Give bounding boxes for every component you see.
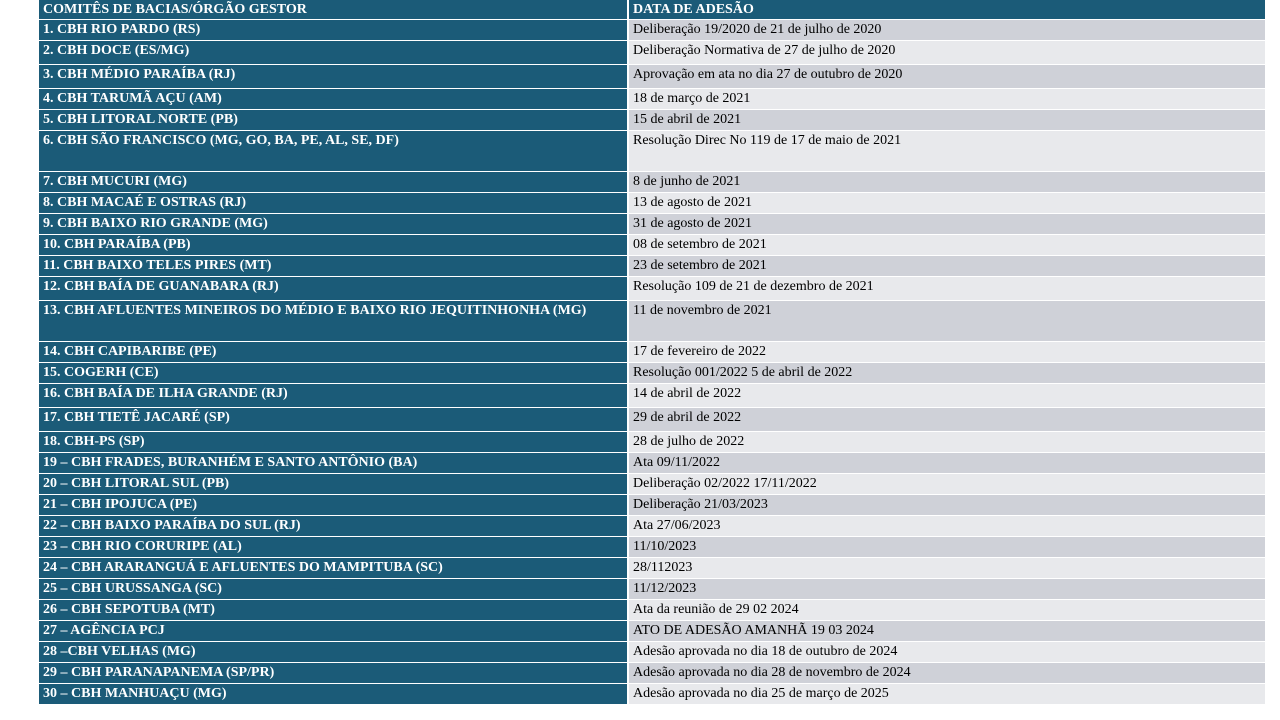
table-row bbox=[38, 131, 1266, 172]
table-row bbox=[38, 277, 1266, 301]
adhesion-date-cell: 11/12/2023 bbox=[628, 579, 1266, 600]
committee-name-cell: 28 –CBH VELHAS (MG) bbox=[38, 642, 628, 663]
adhesion-date-cell: 31 de agosto de 2021 bbox=[628, 214, 1266, 235]
committee-name-cell: 19 – CBH FRADES, BURANHÉM E SANTO ANTÔNIO (BA) bbox=[38, 453, 628, 474]
table-row bbox=[38, 408, 1266, 432]
adhesion-date-cell: Adesão aprovada no dia 18 de outubro de 2024 bbox=[628, 642, 1266, 663]
adhesion-date-cell: Deliberação Normativa de 27 de julho de 2020 bbox=[628, 41, 1266, 65]
adhesion-table bbox=[37, 0, 1267, 705]
adhesion-date-cell: Ata 27/06/2023 bbox=[628, 516, 1266, 537]
adhesion-date-cell: Aprovação em ata no dia 27 de outubro de 2020 bbox=[628, 65, 1266, 89]
table-row bbox=[38, 342, 1266, 363]
committee-name-cell: 6. CBH SÃO FRANCISCO (MG, GO, BA, PE, AL, SE, DF) bbox=[38, 131, 628, 172]
table-row bbox=[38, 684, 1266, 705]
adhesion-date-cell: Ata da reunião de 29 02 2024 bbox=[628, 600, 1266, 621]
committee-name-cell: 29 – CBH PARANAPANEMA (SP/PR) bbox=[38, 663, 628, 684]
adhesion-date-cell: Resolução 109 de 21 de dezembro de 2021 bbox=[628, 277, 1266, 301]
committee-name-cell: 22 – CBH BAIXO PARAÍBA DO SUL (RJ) bbox=[38, 516, 628, 537]
table-row bbox=[38, 621, 1266, 642]
table-row bbox=[38, 110, 1266, 131]
table-row bbox=[38, 453, 1266, 474]
table-row bbox=[38, 65, 1266, 89]
table-body bbox=[38, 20, 1266, 705]
adhesion-date-cell: Adesão aprovada no dia 28 de novembro de 2024 bbox=[628, 663, 1266, 684]
committee-name-cell: 17. CBH TIETÊ JACARÉ (SP) bbox=[38, 408, 628, 432]
table-row bbox=[38, 600, 1266, 621]
committee-name-cell: 13. CBH AFLUENTES MINEIROS DO MÉDIO E BAIXO RIO JEQUITINHONHA (MG) bbox=[38, 301, 628, 342]
table-row bbox=[38, 235, 1266, 256]
committee-name-cell: 12. CBH BAÍA DE GUANABARA (RJ) bbox=[38, 277, 628, 301]
adhesion-date-cell: ATO DE ADESÃO AMANHÃ 19 03 2024 bbox=[628, 621, 1266, 642]
table-row bbox=[38, 41, 1266, 65]
adhesion-date-cell: Adesão aprovada no dia 25 de março de 2025 bbox=[628, 684, 1266, 705]
committee-name-cell: 20 – CBH LITORAL SUL (PB) bbox=[38, 474, 628, 495]
table-row bbox=[38, 172, 1266, 193]
adhesion-date-cell: 8 de junho de 2021 bbox=[628, 172, 1266, 193]
committee-name-cell: 30 – CBH MANHUAÇU (MG) bbox=[38, 684, 628, 705]
table-row bbox=[38, 363, 1266, 384]
committee-name-cell: 21 – CBH IPOJUCA (PE) bbox=[38, 495, 628, 516]
table-row bbox=[38, 20, 1266, 41]
adhesion-date-cell: 15 de abril de 2021 bbox=[628, 110, 1266, 131]
table-row bbox=[38, 537, 1266, 558]
header-committee: COMITÊS DE BACIAS/ÓRGÃO GESTOR bbox=[38, 0, 628, 20]
table-row bbox=[38, 193, 1266, 214]
committee-name-cell: 24 – CBH ARARANGUÁ E AFLUENTES DO MAMPITUBA (SC) bbox=[38, 558, 628, 579]
committee-name-cell: 27 – AGÊNCIA PCJ bbox=[38, 621, 628, 642]
adhesion-date-cell: 08 de setembro de 2021 bbox=[628, 235, 1266, 256]
committee-name-cell: 26 – CBH SEPOTUBA (MT) bbox=[38, 600, 628, 621]
table-row bbox=[38, 579, 1266, 600]
committee-name-cell: 9. CBH BAIXO RIO GRANDE (MG) bbox=[38, 214, 628, 235]
adhesion-date-cell: Deliberação 02/2022 17/11/2022 bbox=[628, 474, 1266, 495]
table-row bbox=[38, 516, 1266, 537]
adhesion-date-cell: 18 de março de 2021 bbox=[628, 89, 1266, 110]
committee-name-cell: 14. CBH CAPIBARIBE (PE) bbox=[38, 342, 628, 363]
adhesion-date-cell: 11/10/2023 bbox=[628, 537, 1266, 558]
adhesion-date-cell: Ata 09/11/2022 bbox=[628, 453, 1266, 474]
committee-name-cell: 25 – CBH URUSSANGA (SC) bbox=[38, 579, 628, 600]
adhesion-date-cell: Resolução Direc No 119 de 17 de maio de 2021 bbox=[628, 131, 1266, 172]
committee-name-cell: 16. CBH BAÍA DE ILHA GRANDE (RJ) bbox=[38, 384, 628, 408]
committee-name-cell: 18. CBH-PS (SP) bbox=[38, 432, 628, 453]
committee-name-cell: 7. CBH MUCURI (MG) bbox=[38, 172, 628, 193]
header-adhesion-date: DATA DE ADESÃO bbox=[628, 0, 1266, 20]
table-row bbox=[38, 474, 1266, 495]
committee-name-cell: 8. CBH MACAÉ E OSTRAS (RJ) bbox=[38, 193, 628, 214]
adhesion-date-cell: Deliberação 21/03/2023 bbox=[628, 495, 1266, 516]
table-row bbox=[38, 214, 1266, 235]
adhesion-date-cell: Deliberação 19/2020 de 21 de julho de 2020 bbox=[628, 20, 1266, 41]
table-row bbox=[38, 642, 1266, 663]
committee-name-cell: 23 – CBH RIO CORURIPE (AL) bbox=[38, 537, 628, 558]
adhesion-date-cell: 11 de novembro de 2021 bbox=[628, 301, 1266, 342]
table-row bbox=[38, 663, 1266, 684]
committee-name-cell: 2. CBH DOCE (ES/MG) bbox=[38, 41, 628, 65]
adhesion-date-cell: 29 de abril de 2022 bbox=[628, 408, 1266, 432]
committee-name-cell: 10. CBH PARAÍBA (PB) bbox=[38, 235, 628, 256]
table-row bbox=[38, 384, 1266, 408]
committee-name-cell: 3. CBH MÉDIO PARAÍBA (RJ) bbox=[38, 65, 628, 89]
adhesion-date-cell: 28 de julho de 2022 bbox=[628, 432, 1266, 453]
adhesion-date-cell: Resolução 001/2022 5 de abril de 2022 bbox=[628, 363, 1266, 384]
committee-name-cell: 4. CBH TARUMÃ AÇU (AM) bbox=[38, 89, 628, 110]
committee-name-cell: 1. CBH RIO PARDO (RS) bbox=[38, 20, 628, 41]
adhesion-date-cell: 23 de setembro de 2021 bbox=[628, 256, 1266, 277]
table-row bbox=[38, 432, 1266, 453]
committee-name-cell: 15. COGERH (CE) bbox=[38, 363, 628, 384]
adhesion-date-cell: 17 de fevereiro de 2022 bbox=[628, 342, 1266, 363]
adhesion-date-cell: 13 de agosto de 2021 bbox=[628, 193, 1266, 214]
table-row bbox=[38, 495, 1266, 516]
table-header-row bbox=[38, 0, 1266, 20]
table-row bbox=[38, 301, 1266, 342]
adhesion-date-cell: 28/112023 bbox=[628, 558, 1266, 579]
committee-name-cell: 11. CBH BAIXO TELES PIRES (MT) bbox=[38, 256, 628, 277]
table-row bbox=[38, 256, 1266, 277]
table-row bbox=[38, 558, 1266, 579]
committee-name-cell: 5. CBH LITORAL NORTE (PB) bbox=[38, 110, 628, 131]
adhesion-date-cell: 14 de abril de 2022 bbox=[628, 384, 1266, 408]
table-row bbox=[38, 89, 1266, 110]
